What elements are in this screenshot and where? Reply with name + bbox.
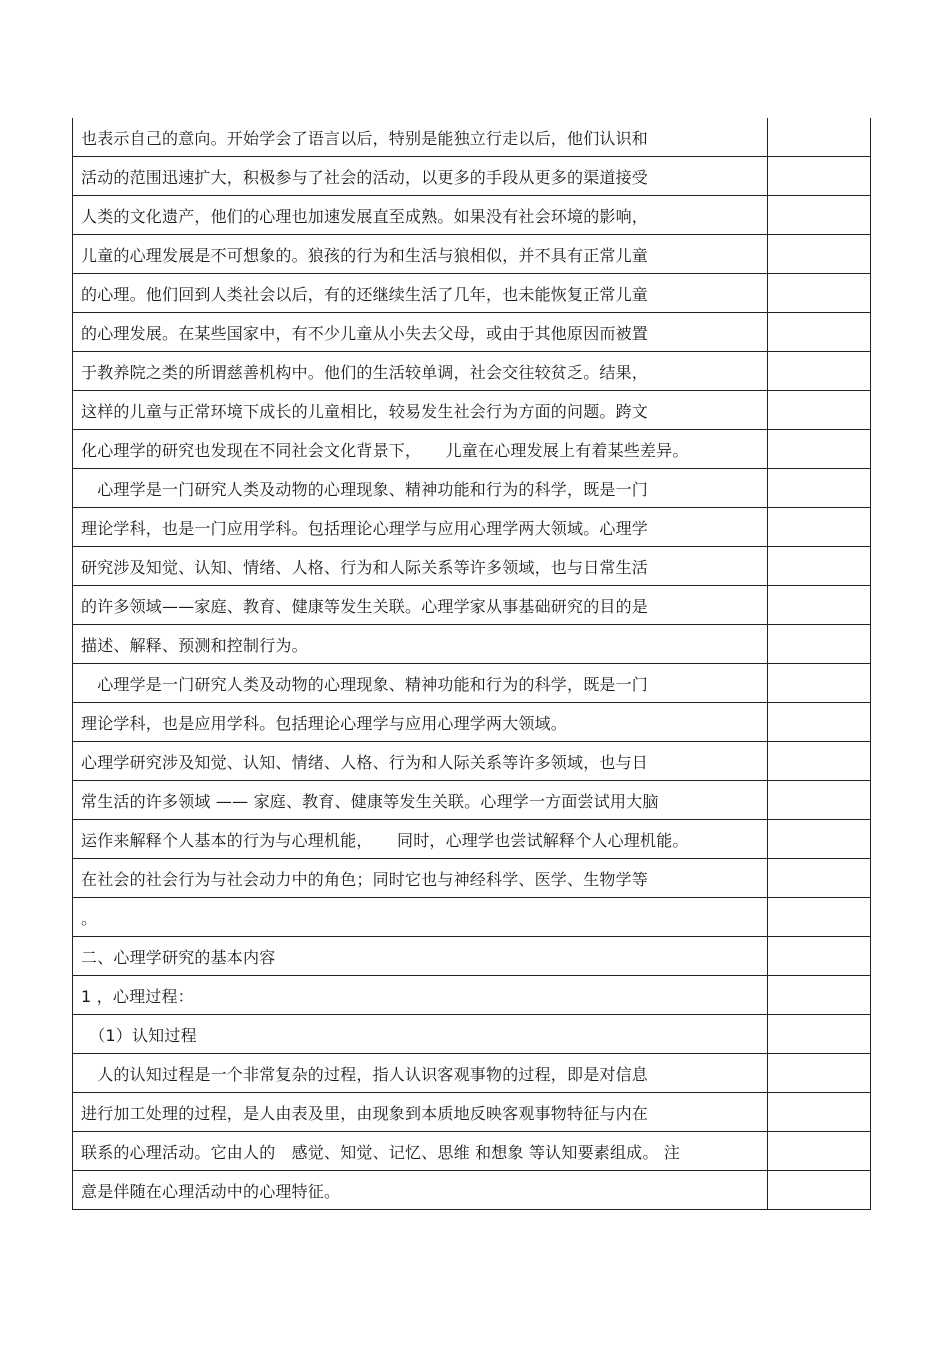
table-row	[73, 352, 871, 391]
side-cell	[768, 859, 871, 898]
side-cell	[768, 118, 871, 157]
text-line: 于教养院之类的所谓慈善机构中。他们的生活较单调，社会交往较贫乏。结果，	[73, 352, 768, 391]
table-row	[73, 1093, 871, 1132]
table-row	[73, 313, 871, 352]
side-cell	[768, 469, 871, 508]
text-line: 理论学科，也是应用学科。包括理论心理学与应用心理学两大领域。	[73, 703, 768, 742]
text-line: 人的认知过程是一个非常复杂的过程，指人认识客观事物的过程，即是对信息	[73, 1054, 768, 1093]
text-line: 化心理学的研究也发现在不同社会文化背景下， 儿童在心理发展上有着某些差异。	[73, 430, 768, 469]
text-line: 在社会的社会行为与社会动力中的角色；同时它也与神经科学、医学、生物学等	[73, 859, 768, 898]
side-cell	[768, 898, 871, 937]
side-cell	[768, 508, 871, 547]
text-line: 这样的儿童与正常环境下成长的儿童相比，较易发生社会行为方面的问题。跨文	[73, 391, 768, 430]
text-line: 也表示自己的意向。开始学会了语言以后，特别是能独立行走以后，他们认识和	[73, 118, 768, 157]
text-line: 意是伴随在心理活动中的心理特征。	[73, 1171, 768, 1210]
side-cell	[768, 937, 871, 976]
table-row	[73, 937, 871, 976]
table-row	[73, 859, 871, 898]
side-cell	[768, 625, 871, 664]
side-cell	[768, 1132, 871, 1171]
text-line: 心理学研究涉及知觉、认知、情绪、人格、行为和人际关系等许多领域，也与日	[73, 742, 768, 781]
table-row	[73, 781, 871, 820]
text-line: 人类的文化遗产，他们的心理也加速发展直至成熟。如果没有社会环境的影响，	[73, 196, 768, 235]
text-line: 进行加工处理的过程，是人由表及里，由现象到本质地反映客观事物特征与内在	[73, 1093, 768, 1132]
text-line: 描述、解释、预测和控制行为。	[73, 625, 768, 664]
text-line: 心理学是一门研究人类及动物的心理现象、精神功能和行为的科学，既是一门	[73, 664, 768, 703]
text-line: 研究涉及知觉、认知、情绪、人格、行为和人际关系等许多领域，也与日常生活	[73, 547, 768, 586]
text-line: 常生活的许多领域 —— 家庭、教育、健康等发生关联。心理学一方面尝试用大脑	[73, 781, 768, 820]
side-cell	[768, 664, 871, 703]
table-row	[73, 976, 871, 1015]
table-row	[73, 118, 871, 157]
table-row	[73, 586, 871, 625]
text-line: 活动的范围迅速扩大，积极参与了社会的活动，以更多的手段从更多的渠道接受	[73, 157, 768, 196]
text-line: （1）认知过程	[73, 1015, 768, 1054]
table-row	[73, 274, 871, 313]
side-cell	[768, 391, 871, 430]
side-cell	[768, 1093, 871, 1132]
table-body	[73, 118, 871, 1210]
table-row	[73, 1132, 871, 1171]
text-line: 的心理发展。在某些国家中，有不少儿童从小失去父母，或由于其他原因而被置	[73, 313, 768, 352]
text-line: 理论学科，也是一门应用学科。包括理论心理学与应用心理学两大领域。心理学	[73, 508, 768, 547]
text-line: 联系的心理活动。它由人的 感觉、知觉、记忆、思维 和想象 等认知要素组成。 注	[73, 1132, 768, 1171]
side-cell	[768, 235, 871, 274]
document-page	[72, 118, 862, 1210]
table-row	[73, 703, 871, 742]
table-row	[73, 1054, 871, 1093]
side-cell	[768, 157, 871, 196]
table-row	[73, 1015, 871, 1054]
text-line: 心理学是一门研究人类及动物的心理现象、精神功能和行为的科学，既是一门	[73, 469, 768, 508]
side-cell	[768, 781, 871, 820]
text-line: 运作来解释个人基本的行为与心理机能， 同时，心理学也尝试解释个人心理机能。	[73, 820, 768, 859]
text-line: 二、心理学研究的基本内容	[73, 937, 768, 976]
text-line: 的心理。他们回到人类社会以后，有的还继续生活了几年，也未能恢复正常儿童	[73, 274, 768, 313]
table-row	[73, 508, 871, 547]
side-cell	[768, 976, 871, 1015]
table-row	[73, 625, 871, 664]
table-row	[73, 547, 871, 586]
table-row	[73, 898, 871, 937]
table-row	[73, 157, 871, 196]
table-row	[73, 235, 871, 274]
table-row	[73, 430, 871, 469]
text-line: 1 ，心理过程：	[73, 976, 768, 1015]
side-cell	[768, 274, 871, 313]
table-row	[73, 469, 871, 508]
text-line: 儿童的心理发展是不可想象的。狼孩的行为和生活与狼相似，并不具有正常儿童	[73, 235, 768, 274]
side-cell	[768, 196, 871, 235]
table-row	[73, 742, 871, 781]
side-cell	[768, 1054, 871, 1093]
side-cell	[768, 1171, 871, 1210]
table-row	[73, 820, 871, 859]
table-row	[73, 1171, 871, 1210]
table-row	[73, 664, 871, 703]
text-line: 。	[73, 898, 768, 937]
side-cell	[768, 742, 871, 781]
side-cell	[768, 313, 871, 352]
side-cell	[768, 352, 871, 391]
side-cell	[768, 703, 871, 742]
side-cell	[768, 586, 871, 625]
side-cell	[768, 430, 871, 469]
side-cell	[768, 1015, 871, 1054]
text-line: 的许多领域——家庭、教育、健康等发生关联。心理学家从事基础研究的目的是	[73, 586, 768, 625]
table-row	[73, 391, 871, 430]
table-row	[73, 196, 871, 235]
text-table	[72, 118, 871, 1210]
side-cell	[768, 820, 871, 859]
side-cell	[768, 547, 871, 586]
